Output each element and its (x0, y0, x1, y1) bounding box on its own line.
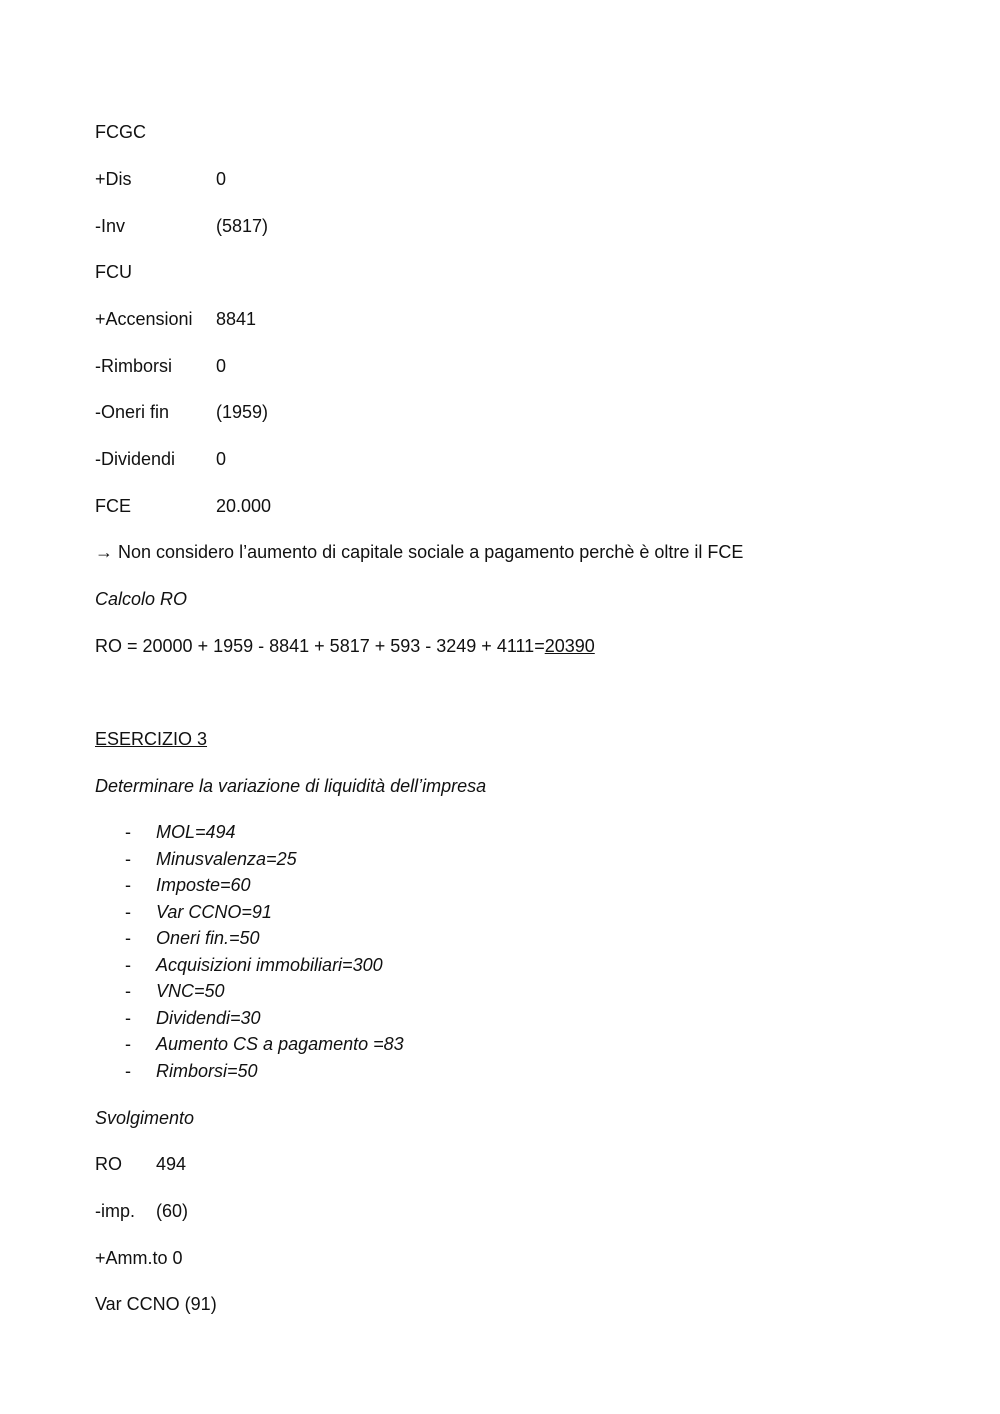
bullet-dash: - (125, 981, 131, 1001)
flow-value: 20.000 (216, 496, 272, 516)
calcolo-heading: Calcolo RO (95, 589, 188, 609)
flow-value: (5817) (216, 216, 269, 236)
list-item (95, 1005, 404, 1032)
list-item (95, 952, 404, 979)
bullet-dash: - (125, 848, 131, 869)
svolgimento-row-ro (95, 1151, 186, 1177)
list-item (95, 1031, 404, 1058)
svolgimento-line-ammto: +Amm.to 0 (95, 1248, 183, 1268)
svolgimento-label: -imp. (95, 1201, 135, 1221)
flow-row-accensioni (95, 306, 256, 332)
flow-value: (1959) (216, 402, 269, 422)
flow-row-dividendi (95, 446, 226, 472)
list-item-text: Var CCNO=91 (156, 901, 272, 922)
flow-label: -Inv (95, 216, 126, 236)
bullet-dash: - (125, 901, 131, 922)
flow-label: FCU (95, 262, 132, 282)
ro-formula-line (95, 633, 595, 659)
ro-result: 20390 (544, 636, 595, 656)
data-list (95, 819, 404, 1084)
flow-row-fcgc (95, 119, 216, 145)
list-item (95, 846, 404, 873)
bullet-dash: - (125, 928, 131, 948)
list-item-text: Imposte=60 (156, 875, 251, 895)
list-item-text: Acquisizioni immobiliari=300 (156, 954, 383, 975)
svolgimento-value: 494 (156, 1154, 187, 1174)
list-item (95, 899, 404, 926)
flow-row-rimborsi (95, 353, 226, 379)
list-item-text: Aumento CS a pagamento =83 (156, 1034, 404, 1054)
bullet-dash: - (125, 875, 131, 895)
note-text: → Non considero l’aumento di capitale sociale a pagamento perchè è oltre il FCE (95, 542, 744, 562)
flow-label: FCE (95, 496, 131, 516)
list-item (95, 925, 404, 952)
svolgimento-heading: Svolgimento (95, 1108, 195, 1128)
flow-value: 0 (216, 169, 227, 189)
list-item-text: Minusvalenza=25 (156, 848, 297, 869)
exercise-title: ESERCIZIO 3 (95, 729, 208, 749)
bullet-dash: - (125, 1007, 131, 1028)
flow-label: +Dis (95, 169, 132, 189)
bullet-dash: - (125, 822, 131, 842)
flow-value: 8841 (216, 309, 257, 329)
list-item (95, 1058, 404, 1085)
flow-row-fce (95, 493, 271, 519)
flow-label: FCGC (95, 122, 146, 142)
list-item (95, 872, 404, 899)
flow-row-fcu (95, 259, 216, 285)
flow-row-dis (95, 166, 226, 192)
bullet-dash: - (125, 1060, 131, 1081)
list-item (95, 978, 404, 1005)
flow-label: -Dividendi (95, 449, 176, 469)
list-item-text: Oneri fin.=50 (156, 928, 260, 948)
svolgimento-line-varccno: Var CCNO (91) (95, 1294, 217, 1314)
bullet-dash: - (125, 954, 131, 975)
flow-label: -Oneri fin (95, 402, 170, 422)
exercise-prompt: Determinare la variazione di liquidità dell’impresa (95, 776, 487, 796)
flow-row-inv (95, 213, 268, 239)
list-item-text: Rimborsi=50 (156, 1060, 258, 1081)
flow-row-oneri (95, 399, 268, 425)
flow-label: +Accensioni (95, 309, 193, 329)
list-item-text: VNC=50 (156, 981, 225, 1001)
svolgimento-label: RO (95, 1154, 122, 1174)
list-item-text: MOL=494 (156, 822, 236, 842)
flow-value: 0 (216, 356, 227, 376)
bullet-dash: - (125, 1034, 131, 1054)
svolgimento-value: (60) (156, 1201, 189, 1221)
list-item-text: Dividendi=30 (156, 1007, 261, 1028)
flow-label: -Rimborsi (95, 356, 173, 376)
svolgimento-row-imp (95, 1198, 188, 1224)
list-item (95, 819, 404, 846)
ro-formula: RO = 20000 + 1959 - 8841 + 5817 + 593 - 3249 + 4111= (95, 636, 545, 656)
flow-value: 0 (216, 449, 227, 469)
